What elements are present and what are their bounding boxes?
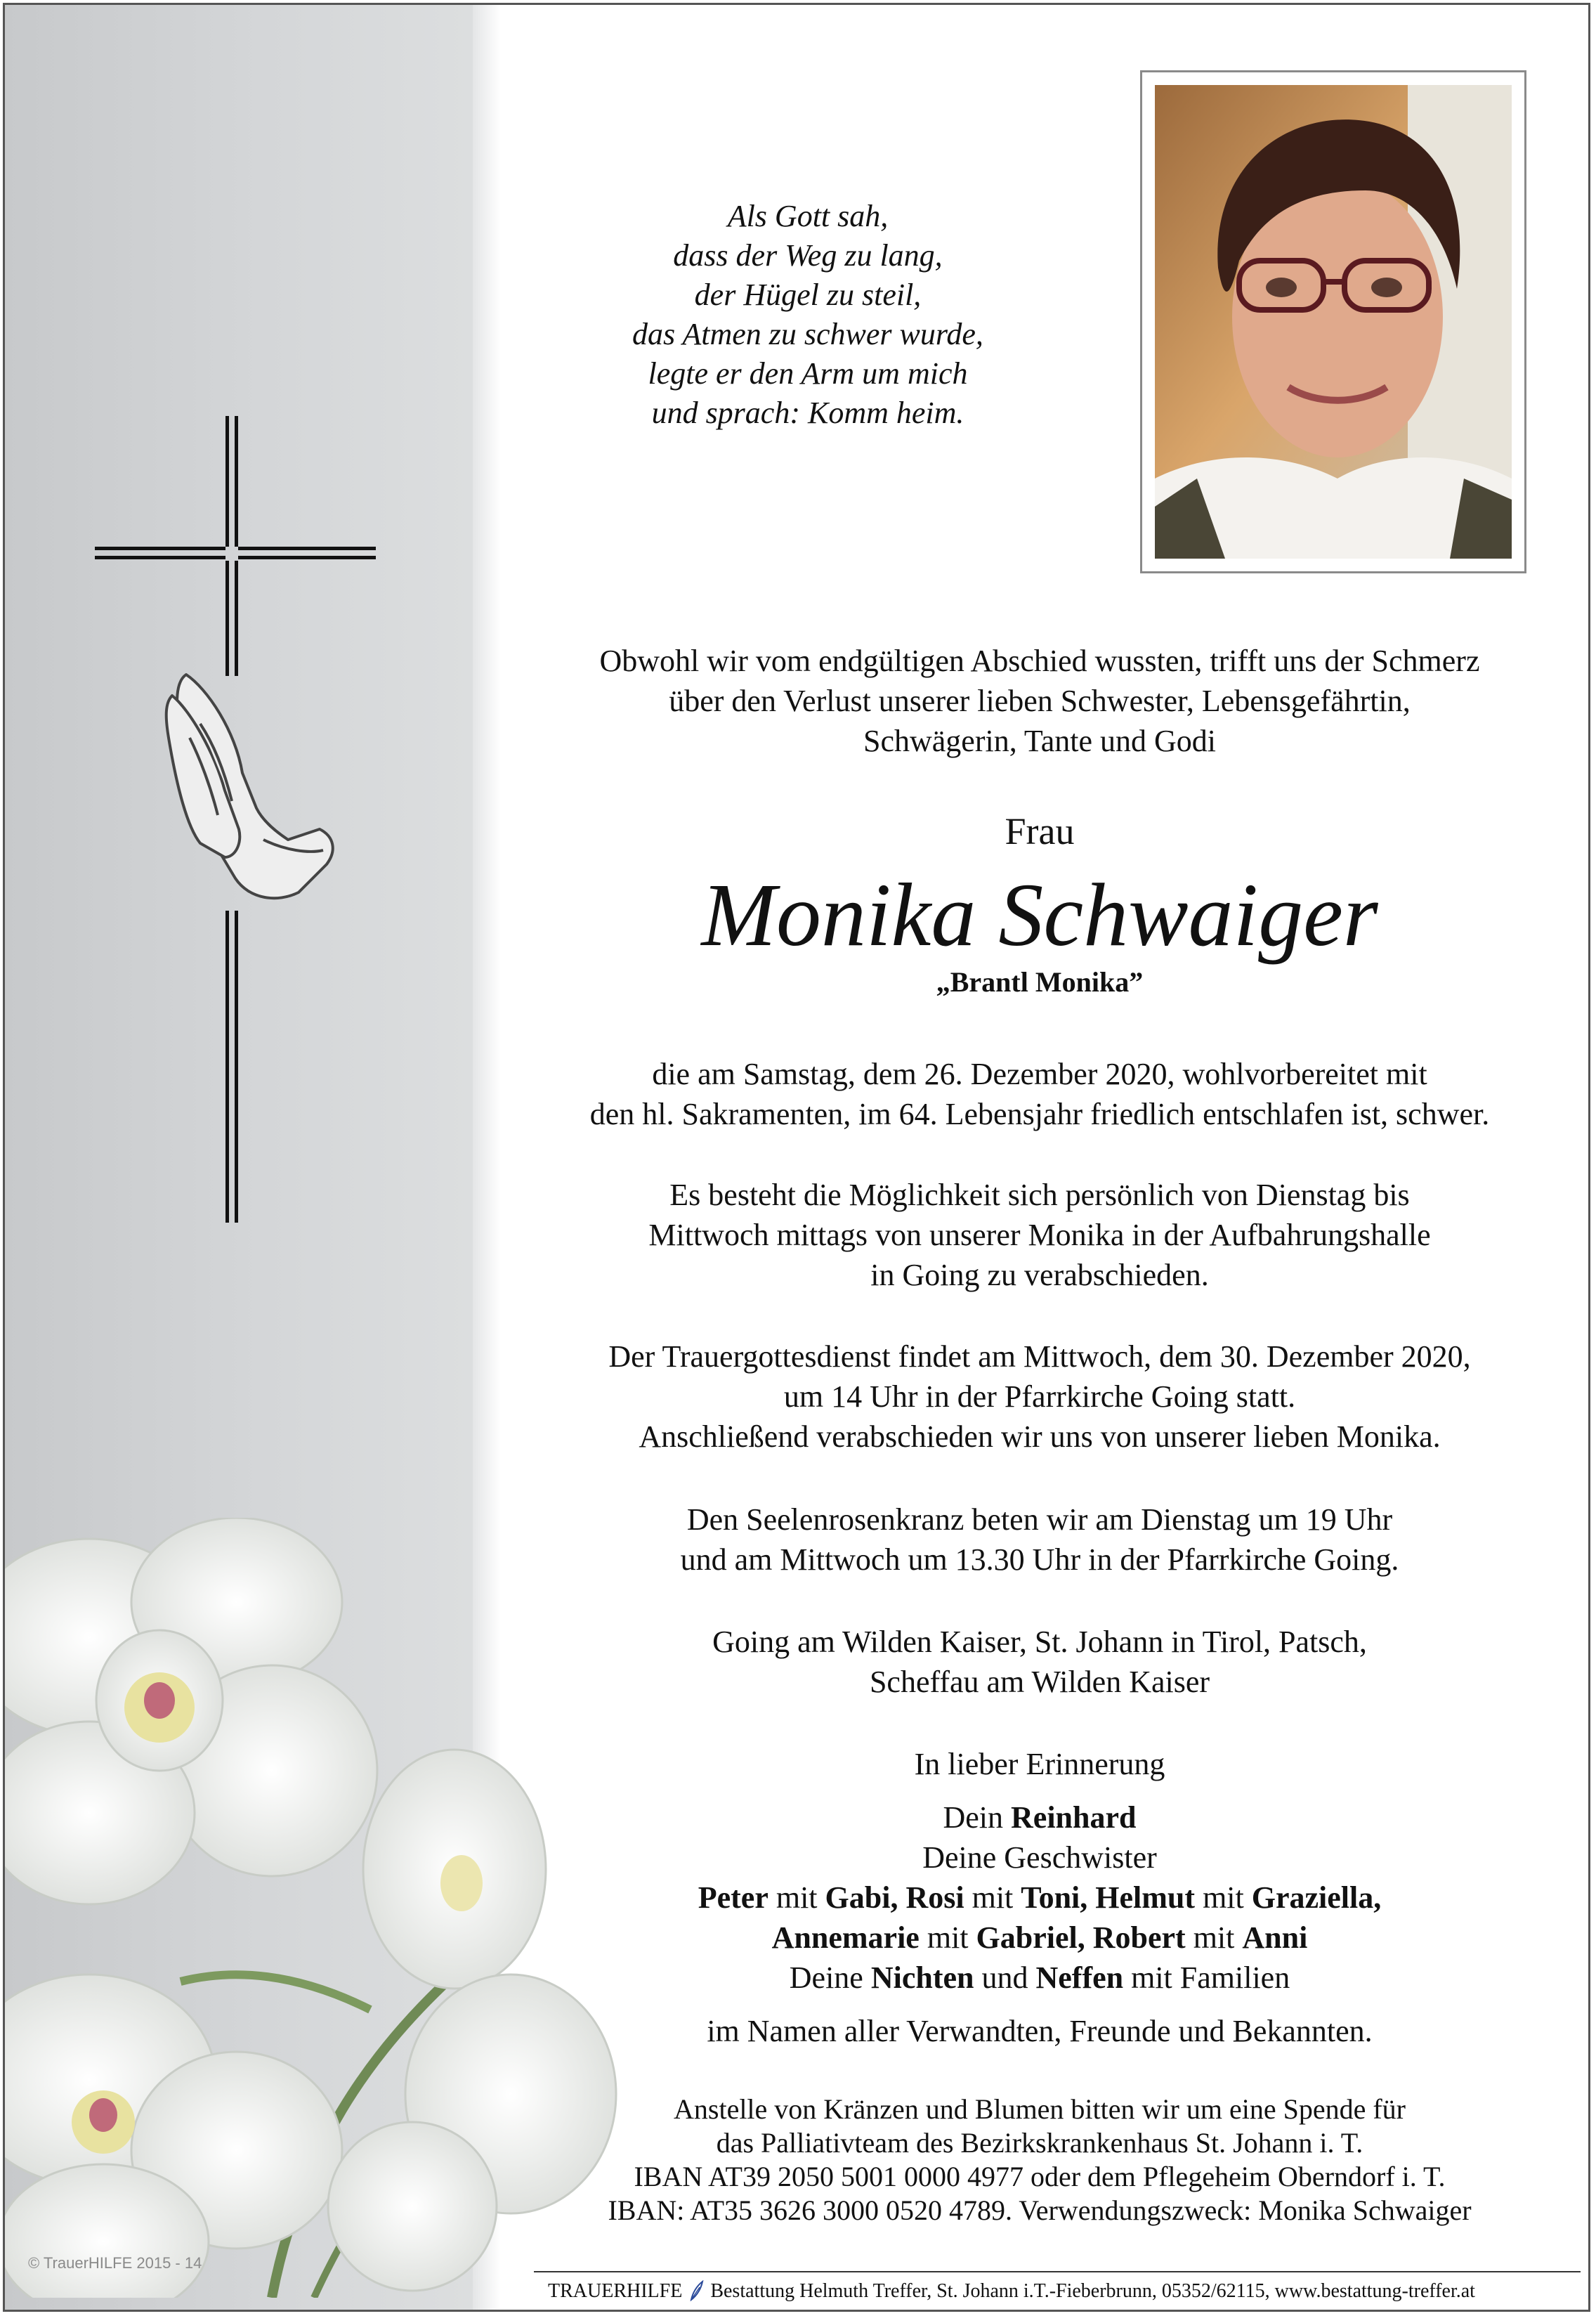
service-line: um 14 Uhr in der Pfarrkirche Going statt. — [783, 1379, 1296, 1414]
text: mit — [964, 1880, 1021, 1915]
mourner-line — [492, 1918, 1588, 1958]
death-line: den hl. Sakramenten, im 64. Lebensjahr friedlich entschlafen ist, schwer. — [589, 1097, 1490, 1131]
mourner-name: Toni, — [1021, 1880, 1088, 1915]
death-notice — [492, 1054, 1588, 1134]
footer — [548, 2279, 1588, 2303]
funeral-service-info — [492, 1336, 1588, 1457]
places — [492, 1622, 1588, 1702]
poem-line: Als Gott sah, — [727, 199, 889, 233]
mourner-name: Anni — [1242, 1920, 1308, 1955]
copyright: © TrauerHILFE 2015 - 14 — [28, 2254, 202, 2272]
mourner-name: Neffen — [1035, 1960, 1124, 1995]
feather-icon — [687, 2280, 705, 2301]
text: mit — [768, 1880, 825, 1915]
viewing-line: Es besteht die Möglichkeit sich persönlich von Dienstag bis — [669, 1178, 1410, 1212]
donation-info — [492, 2093, 1588, 2227]
portrait-photo — [1155, 85, 1512, 559]
mourner-name: Rosi — [905, 1880, 964, 1915]
rosary-line: und am Mittwoch um 13.30 Uhr in der Pfarrkirche Going. — [680, 1542, 1399, 1577]
text: und — [974, 1960, 1036, 1995]
text: mit — [1195, 1880, 1252, 1915]
poem-line: und sprach: Komm heim. — [651, 396, 964, 430]
intro-line: Obwohl wir vom endgültigen Abschied wussten, trifft uns der Schmerz — [599, 644, 1480, 678]
footer-text: Bestattung Helmuth Treffer, St. Johann i.T.-Fieberbrunn, 05352/62115, www.bestattung-treffer.at — [710, 2280, 1475, 2302]
intro-line: über den Verlust unserer lieben Schwester, Lebensgefährtin, — [669, 684, 1411, 718]
donation-line: Anstelle von Kränzen und Blumen bitten wir um eine Spende für — [674, 2093, 1406, 2125]
mourner-line — [492, 1797, 1588, 1837]
intro-line: Schwägerin, Tante und Godi — [863, 724, 1216, 758]
service-line: Der Trauergottesdienst findet am Mittwoch, dem 30. Dezember 2020, — [608, 1339, 1471, 1374]
poem-line: dass der Weg zu lang, — [673, 238, 943, 273]
footer-brand: TRAUERHILFE — [548, 2280, 683, 2302]
mourner-name: Robert — [1092, 1920, 1186, 1955]
mourner-name: Annemarie — [771, 1920, 920, 1955]
text: Deine — [789, 1960, 871, 1995]
mourners-list — [492, 1797, 1588, 1998]
service-line: Anschließend verabschieden wir uns von unserer lieben Monika. — [639, 1419, 1441, 1454]
places-line: Going am Wilden Kaiser, St. Johann in Tirol, Patsch, — [712, 1625, 1367, 1659]
photo-frame — [1140, 70, 1526, 573]
memory-heading: In lieber Erinnerung — [914, 1747, 1165, 1781]
mourner-line: Deine Geschwister — [922, 1840, 1157, 1875]
text: mit — [919, 1920, 976, 1955]
mourner-name: Gabriel, — [976, 1920, 1085, 1955]
text: mit — [1185, 1920, 1243, 1955]
mourner-name: Nichten — [870, 1960, 974, 1995]
footer-divider — [534, 2271, 1581, 2272]
donation-line: IBAN AT39 2050 5001 0000 4977 oder dem Pflegeheim Oberndorf i. T. — [634, 2161, 1446, 2192]
deceased-name: Monika Schwaiger — [701, 865, 1378, 965]
poem-line: der Hügel zu steil, — [694, 278, 922, 312]
mourner-name: Gabi, — [825, 1880, 898, 1915]
mourner-name: Helmut — [1095, 1880, 1196, 1915]
donation-line: IBAN: AT35 3626 3000 0520 4789. Verwendungszweck: Monika Schwaiger — [608, 2194, 1472, 2226]
rosary-line: Den Seelenrosenkranz beten wir am Dienstag um 19 Uhr — [686, 1502, 1393, 1537]
mourner-name: Reinhard — [1011, 1800, 1137, 1835]
death-line: die am Samstag, dem 26. Dezember 2020, wohlvorbereitet mit — [652, 1057, 1427, 1091]
mourner-name: Peter — [698, 1880, 768, 1915]
mourner-name: Graziella, — [1251, 1880, 1382, 1915]
poem-line: das Atmen zu schwer wurde, — [632, 317, 983, 351]
places-line: Scheffau am Wilden Kaiser — [869, 1665, 1210, 1699]
mourner-line — [492, 1878, 1588, 1918]
nickname: „Brantl Monika” — [936, 966, 1144, 998]
mourner-line — [492, 1958, 1588, 1998]
poem-line: legte er den Arm um mich — [648, 356, 968, 391]
viewing-line: in Going zu verabschieden. — [870, 1258, 1209, 1292]
donation-line: das Palliativteam des Bezirkskrankenhaus St. Johann i. T. — [716, 2127, 1363, 2159]
relatives-line: im Namen aller Verwandten, Freunde und Bekannten. — [707, 2014, 1373, 2048]
intro-text — [492, 641, 1588, 761]
text: mit Familien — [1123, 1960, 1290, 1995]
salutation: Frau — [1005, 810, 1075, 852]
praying-hands-icon — [158, 668, 341, 906]
viewing-info — [492, 1175, 1588, 1295]
poem — [534, 197, 1082, 433]
text: Dein — [943, 1800, 1012, 1835]
rosary-info — [492, 1499, 1588, 1580]
viewing-line: Mittwoch mittags von unserer Monika in der Aufbahrungshalle — [648, 1218, 1431, 1252]
